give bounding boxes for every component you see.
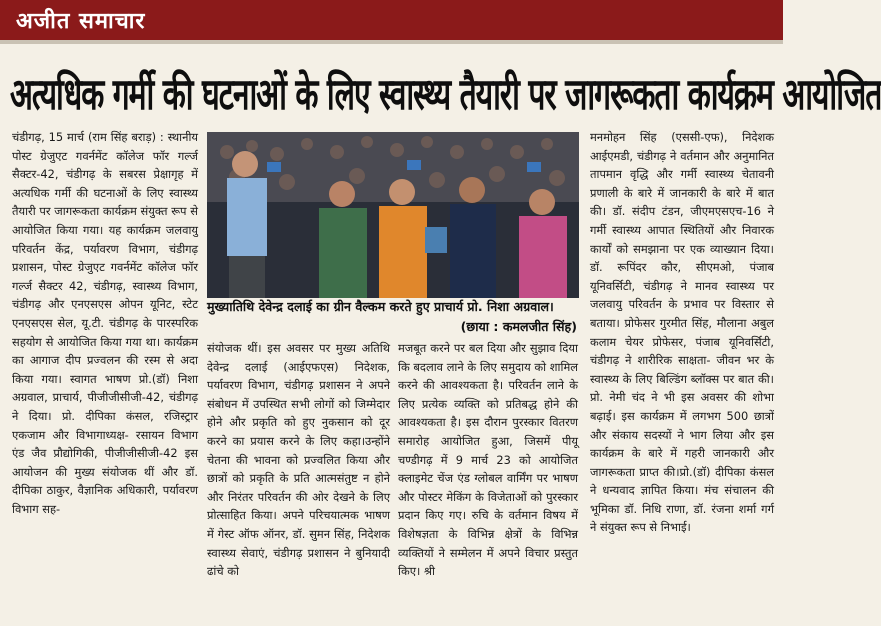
article-column-2: संयोजक थीं। इस अवसर पर मुख्य अतिथि देवेन्द्र दलाई (आईएफएस) निदेशक, पर्यावरण विभाग, चंडीगढ़ प्रशासन ने अपने संबोधन में उपस्थित सभी लोगों को जिम्मेदार होने और प्रकृति को हुए नुकसान को दूर करने का प्रयास करने के लिए कहा।उन्होंने चेतना की भावना को प्रज्वलित किया और छात्रों को प्रकृति के प्रति आत्मसंतुष्ट न होने और निरंतर परिवर्तन की ओर देखने के लिए प्रोत्साहित किया। अपने परिचयात्मक भाषण में गेस्ट ऑफ ऑनर, डॉ. सुमन सिंह, निदेशक स्वास्थ्य सेवाएं, चंडीगढ़ प्रशासन ने बुनियादी ढांचे को xyxy=(207,341,390,579)
article-column-1: चंडीगढ़, 15 मार्च (राम सिंह बराड़) : स्थानीय पोस्ट ग्रेजुएट गवर्नमेंट कॉलेज फॉर गर्ल्ज सैक्टर-42, चंडीगढ़ के सबरस प्रेक्षागृह में अत्यधिक गर्मी की घटनाओं के लिए स्वास्थ्य तैयारी पर जागरूकता कार्यक्रम संयुक्त रूप से आयोजित किया गया। यह कार्यक्रम जलवायु परिवर्तन केंद्र, पर्यावरण विभाग, चंडीगढ़ प्रशासन, पोस्ट ग्रेजुएट गवर्नमेंट कॉलेज फॉर गर्ल्ज सैक्टर 42, चंडीगढ़, स्वास्थ्य विभाग, चंडीगढ़ और एनएसएस ओपन यूनिट, स्टेट एनएसएस सेल, यू.टी. चंडीगढ़ के पारस्परिक सहयोग से आयोजित किया गया था। कार्यक्रम का आगाज दीप प्रज्वलन की रस्म से अदा किया गया। स्वागत भाषण प्रो.(डॉ) निशा अग्रवाल, प्राचार्य, पीजीजीसीजी-42, चंडीगढ़ ने दिया। प्रो. दीपिका कंसल, रजिस्ट्रार एकजाम और विभागाध्यक्ष- रसायन विभाग एंड जैव प्रौद्योगिकी, पीजीजीसीजी-42 इस आयोजन की मुख्य संयोजक थीं और डॉ. दीपिका ठाकुर, वैज्ञानिक अधिकारी, पर्यावरण विभाग सह- xyxy=(12,130,198,516)
article-column-3: मजबूत करने पर बल दिया और सुझाव दिया कि बदलाव लाने के लिए समुदाय को शामिल करने की आवश्यकता है। परिवर्तन लाने के लिए प्रत्येक व्यक्ति को प्रतिबद्ध होने की आवश्यकता है। इस दौरान पुरस्कार वितरण समारोह आयोजित हुआ, जिसमें पीयू चण्डीगढ़ में 9 मार्च 23 को आयोजित क्लाइमेट चेंज एंड ग्लोबल वार्मिंग पर भाषण और पोस्टर मेकिंग के विजेताओं को पुरस्कार प्रदान किए गए। रुचि के वर्तमान विषय में विशेषज्ञता के विभिन्न क्षेत्रों के विभिन्न व्यक्तियों ने सम्मेलन में अपने विचार प्रस्तुत किए। श्री xyxy=(398,341,578,579)
masthead-divider xyxy=(0,40,783,44)
article-column-4: मनमोहन सिंह (एससी-एफ), निदेशक आईएमडी, चंडीगढ़ ने वर्तमान और अनुमानित तापमान वृद्धि और गर्मी स्वास्थ्य चेतावनी प्रणाली के बारे में जानकारी के बारे में बात की। डॉ. संदीप टंडन, जीएमएसएच-16 ने गर्मी स्वास्थ्य आपात स्थितियों और निवारक कार्यों को समझाना पर एक व्याख्यान दिया। डॉ. रूपिंदर कौर, सीएमओ, पंजाब यूनिवर्सिटी, चंडीगढ़ ने मानव स्वास्थ्य पर जलवायु परिवर्तन के प्रभाव पर विस्तार से बताया। प्रोफेसर गुरमीत सिंह, मौलाना अबुल कलाम चेयर प्रोफेसर, पंजाब यूनिवर्सिटी, चंडीगढ़ ने शारीरिक साक्षता- जीवन भर के स्वास्थ्य के लिए बिल्डिंग ब्लॉक्स पर बात की। प्रो. नेमी चंद ने भी इस अवसर की शोभा बढ़ाई। इस कार्यक्रम में लगभग 500 छात्रों और संकाय सदस्यों ने भाग लिया और इस कार्यक्रम के बारे में गहरी जानकारी और जागरूकता प्राप्त की।प्रो.(डॉ) दीपिका कंसल ने धन्यवाद ज्ञापित किया। मंच संचालन की भूमिका डॉ. निधि राणा, डॉ. रंजना शर्मा गर्ग ने संयुक्त रूप से निभाई। xyxy=(590,130,774,535)
audience-stage-illustration xyxy=(207,132,579,298)
newspaper-name: अजीत समाचार xyxy=(16,9,146,34)
masthead-banner xyxy=(0,0,783,42)
article-headline: अत्यधिक गर्मी की घटनाओं के लिए स्वास्थ्य तैयारी पर जागरूकता कार्यक्रम आयोजित xyxy=(10,69,881,121)
photo-caption xyxy=(207,298,579,336)
news-photo xyxy=(207,132,579,298)
caption-text: मुख्यातिथि देवेन्द्र दलाई का ग्रीन वैल्कम करते हुए प्राचार्य प्रो. निशा अग्रवाल। xyxy=(207,299,554,314)
photo-credit: (छाया : कमलजीत सिंह) xyxy=(460,319,577,334)
